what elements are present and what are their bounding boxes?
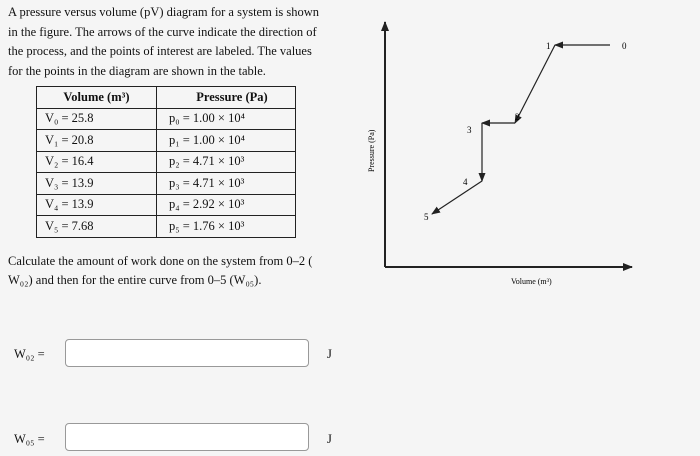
volume-cell: V₀ = 25.8 (37, 108, 157, 130)
pressure-cell: p₂ = 4.71 × 10³ (157, 151, 296, 173)
answer-label-w05: W₀₅ = (14, 432, 45, 446)
intro-line-1: A pressure versus volume (pV) diagram for a system is shown (8, 5, 320, 19)
point-label-4: 4 (463, 177, 468, 187)
answer-unit-w02: J (327, 347, 332, 361)
header-pressure: Pressure (Pa) (157, 87, 296, 109)
intro-line-4: for the points in the diagram are shown in the table. (8, 63, 266, 78)
intro-line-2: in the figure. The arrows of the curve indicate the direction of (8, 24, 317, 39)
point-label-2: 2 (515, 112, 520, 122)
answer-label-w02: W₀₂ = (14, 347, 45, 361)
point-labels (424, 41, 627, 222)
volume-cell: V₂ = 16.4 (37, 151, 157, 173)
curve-segment-1-2 (515, 45, 555, 123)
volume-cell: V₃ = 13.9 (37, 173, 157, 195)
pressure-cell: p₅ = 1.76 × 10³ (157, 216, 296, 238)
question-line-2: W₀₂) and then for the entire curve from 0–5 (W₀₅). (8, 273, 262, 287)
header-volume: Volume (m³) (37, 87, 157, 109)
volume-cell: V₅ = 7.68 (37, 216, 157, 238)
answer-unit-w05: J (327, 432, 332, 446)
point-label-0: 0 (622, 41, 627, 51)
point-label-3: 3 (467, 125, 472, 135)
volume-cell: V₁ = 20.8 (37, 130, 157, 152)
pressure-cell: p₀ = 1.00 × 10⁴ (157, 108, 296, 130)
intro-line-3: the process, and the points of interest are labeled. The values (8, 44, 312, 59)
volume-cell: V₄ = 13.9 (37, 194, 157, 216)
pressure-cell: p₃ = 4.71 × 10³ (157, 173, 296, 195)
y-axis-label: Pressure (Pa) (367, 129, 376, 172)
pressure-cell: p₁ = 1.00 × 10⁴ (157, 130, 296, 152)
point-label-5: 5 (424, 212, 429, 222)
x-axis-label: Volume (m³) (511, 277, 552, 286)
point-label-1: 1 (546, 41, 551, 51)
pressure-cell: p₄ = 2.92 × 10³ (157, 194, 296, 216)
curve-segment-4-5 (432, 181, 482, 214)
question-line-1: Calculate the amount of work done on the system from 0–2 ( (8, 254, 313, 268)
process-curve (432, 45, 610, 214)
